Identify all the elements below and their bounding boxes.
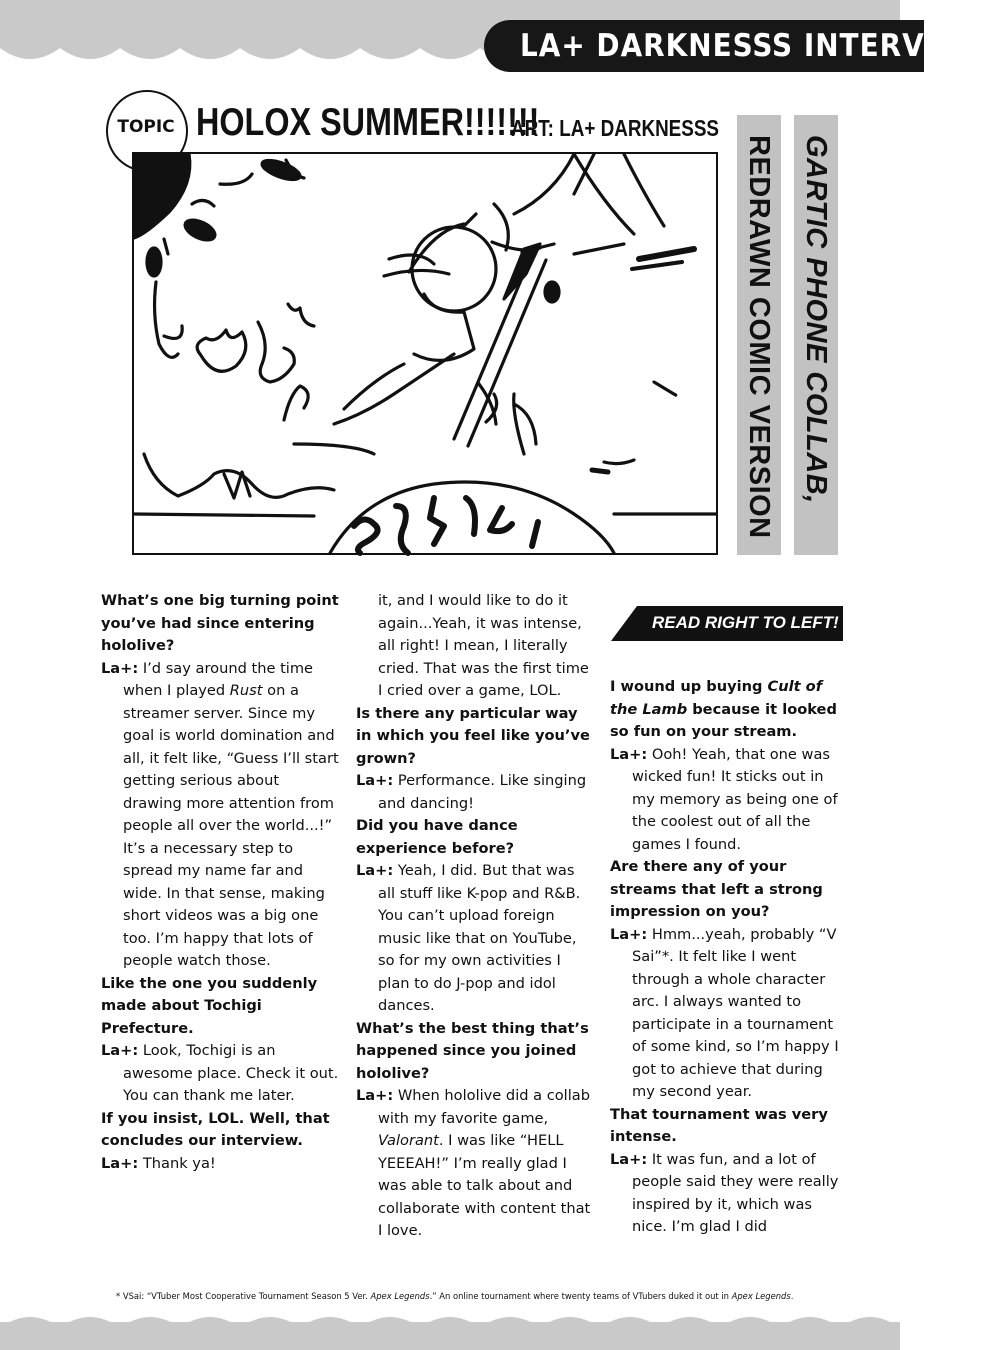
question: Is there any particular way in which you feel like you’ve grown? [356, 704, 590, 767]
footnote-game-title: Apex Legends [370, 1291, 430, 1301]
answer [610, 1149, 848, 1239]
side-title-left: REDRAWN COMIC VERSION [743, 135, 775, 539]
answer-text: Performance. Like singing and dancing! [378, 772, 587, 812]
answer-text: When hololive did a collab with my favorite game, [378, 1087, 590, 1127]
question: What’s one big turning point you’ve had since entering hololive? [101, 592, 339, 654]
answer-text: on a streamer server. Since my goal is world domination and all, it felt like, “Guess I’ll start getting serious about drawing more attention from people all over the world...!” It’s a necessary step to spread my name far and wide. In that sense, making short videos was a big one too. I’m happy that lots of people watch those. [123, 682, 339, 969]
answer-text: It was fun, and a lot of people said they were really inspired by it, which was nice. I’m glad I did [632, 1150, 839, 1235]
question-text: I wound up buying [610, 678, 768, 695]
interview-column-3 [610, 676, 848, 1239]
speaker-label: La+: [356, 772, 394, 789]
sketch-artwork [134, 154, 716, 553]
answer [101, 1153, 339, 1176]
sun-shape [134, 154, 190, 238]
question [610, 676, 848, 744]
footnote-game-title: Apex Legends [731, 1291, 791, 1301]
footnote-text: . [790, 1291, 794, 1301]
speaker-label: La+: [101, 659, 139, 677]
question: That tournament was very intense. [610, 1105, 828, 1145]
footnote [116, 1290, 846, 1302]
question: Are there any of your streams that left a strong impression on you? [610, 858, 823, 920]
answer [356, 1085, 596, 1243]
answer [101, 1040, 339, 1108]
speaker-label: La+: [356, 862, 394, 879]
topic-label: TOPIC [117, 117, 175, 137]
topic-title: HOLOX SUMMER!!!!!!! [196, 101, 540, 144]
answer-text: I’d say around the time when I played [123, 659, 314, 699]
question: If you insist, LOL. Well, that concludes our interview. [101, 1109, 330, 1149]
answer [610, 924, 848, 1104]
question: Did you have dance experience before? [356, 817, 518, 857]
art-credit: ART: LA+ DARKNESSS [511, 115, 720, 141]
answer-text: Hmm...yeah, probably “V Sai”*. It felt like I went through a whole character arc. I always wanted to participate in a tournament of some kind, so I’m happy I got to achieve that during my second year. [632, 925, 839, 1100]
question-text: because it looked so fun on your stream. [610, 700, 837, 740]
answer-text: Ooh! Yeah, that one was wicked fun! It sticks out in my memory as being one of the coolest out of all the games I found. [632, 745, 838, 853]
speaker-label: La+: [610, 1150, 648, 1168]
artwork-frame [132, 152, 718, 555]
speaker-label: La+: [610, 925, 648, 943]
game-title: Rust [229, 682, 263, 699]
answer-text: . I was like “HELL YEEEAH!” I’m really glad I was able to talk about and collaborate with content that I love. [378, 1132, 591, 1239]
speaker-label: La+: [610, 745, 648, 763]
answer-text: Yeah, I did. But that was all stuff like K-pop and R&B. You can’t upload foreign music like that on YouTube, so for my own activities I plan to do J-pop and idol dances. [378, 862, 581, 1014]
answer-continuation: it, and I would like to do it again...Yeah, it was intense, all right! I mean, I literally cried. That was the first time I cried over a game, LOL. [378, 592, 589, 699]
speaker-label: La+: [101, 1154, 139, 1172]
answer [356, 770, 596, 815]
speaker-label: La+: [101, 1042, 139, 1059]
answer-text: Look, Tochigi is an awesome place. Check it out. You can thank me later. [123, 1042, 339, 1104]
header-title: LA+ DARKNESSS INTERVIEW [520, 28, 988, 64]
side-title-bar-right [794, 115, 838, 555]
bottom-scallop-border [0, 1306, 900, 1336]
interview-column-1 [101, 590, 339, 1175]
side-title-bar-left [737, 115, 781, 555]
game-title: Valorant [378, 1132, 439, 1149]
interview-column-2 [356, 590, 596, 1243]
footnote-text: * VSai: “VTuber Most Cooperative Tournament Season 5 Ver. [116, 1291, 371, 1301]
answer-text: Thank ya! [138, 1154, 216, 1172]
footnote-text: .” An online tournament where twenty teams of VTubers duked it out in [429, 1291, 732, 1301]
read-direction-label: READ RIGHT TO LEFT! [652, 613, 839, 632]
answer [101, 658, 339, 973]
side-title-right: GARTIC PHONE COLLAB, [800, 135, 832, 504]
game-title: Cult of the Lamb [610, 678, 823, 718]
speaker-label: La+: [356, 1087, 394, 1104]
question: Like the one you suddenly made about Tochigi Prefecture. [101, 974, 318, 1037]
question: What’s the best thing that’s happened since you joined hololive? [356, 1019, 589, 1082]
answer [610, 744, 848, 857]
answer [356, 860, 596, 1018]
